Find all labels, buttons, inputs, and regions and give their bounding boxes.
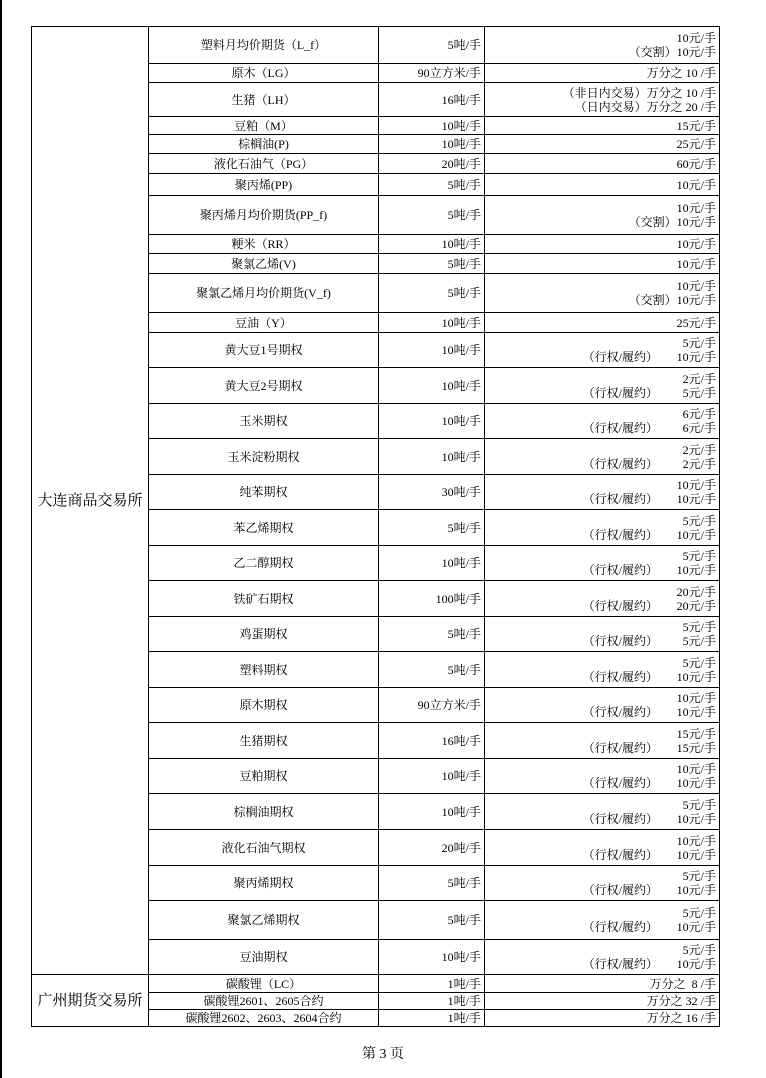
product-name: 豆油期权 <box>149 940 379 975</box>
fee-exercise-line <box>488 492 716 506</box>
fee-exercise-value: 10元/手 <box>676 811 716 826</box>
contract-unit: 10吨/手 <box>379 546 485 581</box>
fee-non-intraday-value: （非日内交易）万分之 10 /手 <box>562 85 716 100</box>
fee-exercise-line <box>488 812 716 826</box>
fee-cell <box>485 581 720 617</box>
fee-value: 5元/手 <box>682 549 716 563</box>
fee-value: 10元/手 <box>676 177 716 192</box>
fee-value: 5元/手 <box>682 869 716 883</box>
fee-exercise-line <box>488 705 716 719</box>
fee-value: 5元/手 <box>682 655 716 670</box>
contract-unit: 20吨/手 <box>379 154 485 174</box>
fee-exercise-label: （行权/履约） <box>582 705 658 719</box>
fee-exercise-value: 6元/手 <box>682 421 716 435</box>
contract-unit: 5吨/手 <box>379 617 485 652</box>
contract-unit: 5吨/手 <box>379 510 485 546</box>
fee-exercise-value: 10元/手 <box>676 492 716 506</box>
contract-unit: 5吨/手 <box>379 196 485 235</box>
contract-unit: 20吨/手 <box>379 830 485 866</box>
fee-value: 15元/手 <box>676 118 716 133</box>
contract-unit: 10吨/手 <box>379 235 485 254</box>
fee-exercise-value: 10元/手 <box>676 776 716 790</box>
contract-unit: 10吨/手 <box>379 794 485 830</box>
fee-cell <box>485 196 720 235</box>
contract-unit: 100吨/手 <box>379 581 485 617</box>
fee-cell <box>485 333 720 368</box>
contract-unit: 10吨/手 <box>379 117 485 135</box>
product-name: 粳米（RR） <box>149 235 379 254</box>
fee-value: 万分之 8 /手 <box>649 976 716 991</box>
fee-value: 25元/手 <box>676 137 716 151</box>
contract-unit: 10吨/手 <box>379 439 485 475</box>
contract-unit: 1吨/手 <box>379 975 485 993</box>
contract-unit: 5吨/手 <box>379 274 485 313</box>
product-name: 豆粕期权 <box>149 759 379 794</box>
exchange-name: 广州期货交易所 <box>32 975 149 1027</box>
product-name: 棕榈油(P) <box>149 135 379 154</box>
fee-cell <box>485 83 720 117</box>
fee-exercise-line <box>488 634 716 648</box>
fee-value: 万分之 32 /手 <box>646 994 716 1008</box>
fee-cell <box>485 475 720 510</box>
fee-value: 10元/手 <box>676 691 716 705</box>
fee-cell <box>485 546 720 581</box>
fee-cell <box>485 652 720 688</box>
fee-exercise-line <box>488 776 716 790</box>
fee-cell <box>485 688 720 723</box>
table-row <box>32 975 720 993</box>
product-name: 聚丙烯(PP) <box>149 174 379 196</box>
fee-value: 万分之 16 /手 <box>646 1011 716 1025</box>
fee-value: 6元/手 <box>682 407 716 421</box>
product-name: 豆粕（M） <box>149 117 379 135</box>
fee-exercise-value: 10元/手 <box>676 350 716 364</box>
fee-exercise-label: （行权/履约） <box>582 456 658 471</box>
fee-exercise-label: （行权/履约） <box>582 776 658 790</box>
contract-unit: 16吨/手 <box>379 723 485 759</box>
product-name: 碳酸锂2602、2603、2604合约 <box>149 1010 379 1027</box>
fee-value: 10元/手 <box>676 762 716 776</box>
product-name: 生猪期权 <box>149 723 379 759</box>
fee-value: 5元/手 <box>682 797 716 812</box>
fee-exercise-value: 20元/手 <box>676 598 716 613</box>
fee-exercise-label: （行权/履约） <box>582 598 658 613</box>
fee-value: 10元/手 <box>676 237 716 251</box>
fee-exercise-value: 10元/手 <box>676 957 716 971</box>
fee-exercise-line <box>488 848 716 862</box>
fee-value: 2元/手 <box>682 371 716 386</box>
fee-cell <box>485 313 720 333</box>
fee-value: 25元/手 <box>676 315 716 330</box>
fee-exercise-label: （行权/履约） <box>582 957 658 971</box>
fee-cell <box>485 1010 720 1027</box>
fee-exercise-line <box>488 528 716 542</box>
contract-unit: 30吨/手 <box>379 475 485 510</box>
contract-unit: 5吨/手 <box>379 27 485 64</box>
fee-cell <box>485 759 720 794</box>
fee-exercise-line <box>488 670 716 684</box>
contract-unit: 5吨/手 <box>379 174 485 196</box>
product-name: 黄大豆1号期权 <box>149 333 379 368</box>
fee-exercise-label: （行权/履约） <box>582 634 658 648</box>
fee-exercise-label: （行权/履约） <box>582 811 658 826</box>
fee-value: 2元/手 <box>682 442 716 457</box>
contract-unit: 10吨/手 <box>379 404 485 439</box>
contract-unit: 10吨/手 <box>379 368 485 404</box>
product-name: 聚氯乙烯(V) <box>149 254 379 274</box>
product-name: 棕榈油期权 <box>149 794 379 830</box>
contract-unit: 1吨/手 <box>379 993 485 1010</box>
fee-delivery-value: （交割）10元/手 <box>628 293 716 307</box>
fee-exercise-label: （行权/履约） <box>582 563 658 577</box>
product-name: 聚丙烯期权 <box>149 866 379 901</box>
fee-exercise-line <box>488 957 716 971</box>
fee-exercise-value: 10元/手 <box>676 527 716 542</box>
fee-exercise-line <box>488 421 716 435</box>
fee-value: 5元/手 <box>682 336 716 350</box>
page-edge-line <box>0 0 2 1078</box>
contract-unit: 10吨/手 <box>379 940 485 975</box>
fee-value: 20元/手 <box>676 584 716 599</box>
fee-exercise-label: （行权/履约） <box>582 920 658 934</box>
product-name: 黄大豆2号期权 <box>149 368 379 404</box>
product-name: 原木期权 <box>149 688 379 723</box>
contract-unit: 5吨/手 <box>379 652 485 688</box>
fee-cell <box>485 723 720 759</box>
product-name: 聚氯乙烯月均价期货(V_f) <box>149 274 379 313</box>
product-name: 原木（LG） <box>149 64 379 83</box>
product-name: 玉米淀粉期权 <box>149 439 379 475</box>
fee-value: 5元/手 <box>682 943 716 957</box>
fee-exercise-value: 10元/手 <box>676 847 716 862</box>
contract-unit: 10吨/手 <box>379 759 485 794</box>
fee-cell <box>485 174 720 196</box>
product-name: 铁矿石期权 <box>149 581 379 617</box>
fee-cell <box>485 901 720 940</box>
fee-delivery-value: （交割）10元/手 <box>628 45 716 59</box>
contract-unit: 5吨/手 <box>379 866 485 901</box>
contract-unit: 16吨/手 <box>379 83 485 117</box>
fee-cell <box>485 368 720 404</box>
fee-exercise-value: 10元/手 <box>676 705 716 719</box>
product-name: 苯乙烯期权 <box>149 510 379 546</box>
fee-cell <box>485 64 720 83</box>
fee-exercise-value: 10元/手 <box>676 920 716 934</box>
fee-cell <box>485 940 720 975</box>
table-row <box>32 27 720 64</box>
product-name: 液化石油气期权 <box>149 830 379 866</box>
fee-exercise-label: （行权/履约） <box>582 527 658 542</box>
fee-cell <box>485 404 720 439</box>
fee-value: 5元/手 <box>682 906 716 920</box>
fee-exercise-line <box>488 386 716 400</box>
fee-cell <box>485 135 720 154</box>
product-name: 纯苯期权 <box>149 475 379 510</box>
fee-exercise-label: （行权/履约） <box>582 669 658 684</box>
product-name: 生猪（LH） <box>149 83 379 117</box>
fee-exercise-value: 10元/手 <box>676 669 716 684</box>
product-name: 玉米期权 <box>149 404 379 439</box>
fee-exercise-line <box>488 563 716 577</box>
fee-cell <box>485 274 720 313</box>
fee-cell <box>485 117 720 135</box>
fee-exercise-label: （行权/履约） <box>582 847 658 862</box>
product-name: 碳酸锂（LC） <box>149 975 379 993</box>
fee-cell <box>485 510 720 546</box>
contract-unit: 10吨/手 <box>379 135 485 154</box>
fee-exercise-value: 5元/手 <box>682 634 716 648</box>
fee-exercise-line <box>488 457 716 471</box>
fee-value: 万分之 10 /手 <box>646 66 716 80</box>
product-name: 碳酸锂2601、2605合约 <box>149 993 379 1010</box>
contract-unit: 90立方米/手 <box>379 64 485 83</box>
exchange-name: 大连商品交易所 <box>32 27 149 975</box>
contract-unit: 90立方米/手 <box>379 688 485 723</box>
fee-value: 15元/手 <box>676 726 716 741</box>
fee-value: 5元/手 <box>682 620 716 634</box>
fee-schedule-table <box>31 26 720 1027</box>
fee-exercise-label: （行权/履约） <box>582 740 658 755</box>
product-name: 聚氯乙烯期权 <box>149 901 379 940</box>
contract-unit: 5吨/手 <box>379 254 485 274</box>
product-name: 塑料月均价期货（L_f） <box>149 27 379 64</box>
fee-cell <box>485 830 720 866</box>
contract-unit: 1吨/手 <box>379 1010 485 1027</box>
fee-intraday-value: （日内交易）万分之 20 /手 <box>574 99 716 114</box>
fee-value: 10元/手 <box>676 279 716 293</box>
product-name: 塑料期权 <box>149 652 379 688</box>
fee-cell <box>485 993 720 1010</box>
fee-cell <box>485 154 720 174</box>
fee-exercise-line <box>488 883 716 897</box>
fee-exercise-line <box>488 599 716 613</box>
fee-exercise-value: 10元/手 <box>676 563 716 577</box>
contract-unit: 10吨/手 <box>379 313 485 333</box>
fee-exercise-line <box>488 920 716 934</box>
fee-value: 10元/手 <box>676 31 716 45</box>
contract-unit: 10吨/手 <box>379 333 485 368</box>
fee-cell <box>485 27 720 64</box>
page-number: 第 3 页 <box>362 1047 404 1062</box>
fee-cell <box>485 866 720 901</box>
fee-value: 5元/手 <box>682 513 716 528</box>
product-name: 鸡蛋期权 <box>149 617 379 652</box>
fee-value: 10元/手 <box>676 256 716 271</box>
fee-cell <box>485 235 720 254</box>
fee-exercise-value: 10元/手 <box>676 883 716 897</box>
fee-cell <box>485 254 720 274</box>
fee-exercise-line <box>488 741 716 755</box>
fee-exercise-label: （行权/履约） <box>582 492 658 506</box>
product-name: 豆油（Y） <box>149 313 379 333</box>
fee-delivery-value: （交割）10元/手 <box>628 215 716 229</box>
fee-value: 10元/手 <box>676 478 716 492</box>
fee-exercise-label: （行权/履约） <box>582 421 658 435</box>
fee-exercise-value: 2元/手 <box>682 456 716 471</box>
fee-exercise-label: （行权/履约） <box>582 350 658 364</box>
fee-value: 10元/手 <box>676 201 716 215</box>
fee-exercise-value: 15元/手 <box>676 740 716 755</box>
fee-exercise-label: （行权/履约） <box>582 385 658 400</box>
fee-value: 60元/手 <box>676 156 716 171</box>
fee-cell <box>485 617 720 652</box>
fee-cell <box>485 794 720 830</box>
contract-unit: 5吨/手 <box>379 901 485 940</box>
fee-cell <box>485 975 720 993</box>
fee-exercise-label: （行权/履约） <box>582 883 658 897</box>
fee-exercise-value: 5元/手 <box>682 385 716 400</box>
product-name: 聚丙烯月均价期货(PP_f) <box>149 196 379 235</box>
fee-value: 10元/手 <box>676 833 716 848</box>
fee-cell <box>485 439 720 475</box>
fee-exercise-line <box>488 350 716 364</box>
product-name: 液化石油气（PG） <box>149 154 379 174</box>
product-name: 乙二醇期权 <box>149 546 379 581</box>
